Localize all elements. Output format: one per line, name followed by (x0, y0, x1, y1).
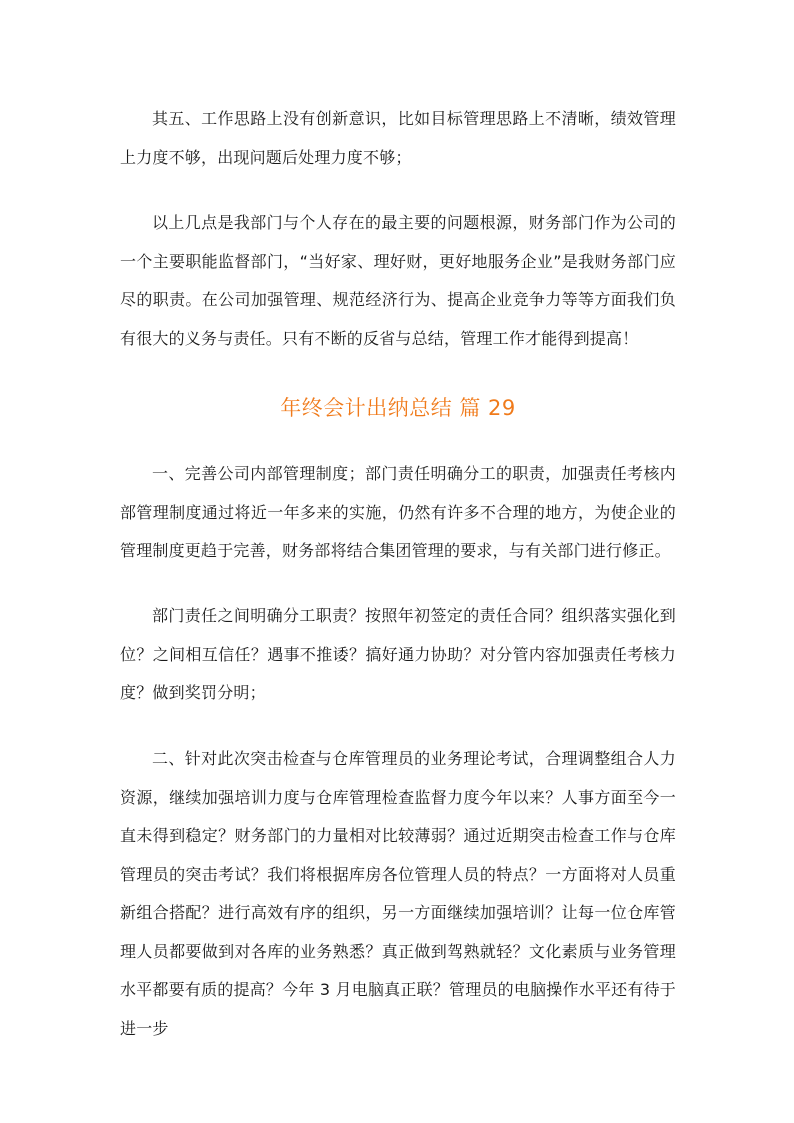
paragraph-responsibility: 部门责任之间明确分工职责？按照年初签定的责任合同？组织落实强化到位？之间相互信任？遇事不推诿？搞好通力协助？对分管内容加强责任考核力度？做到奖罚分明； (120, 606, 676, 702)
paragraph-item-two: 二、针对此次突击检查与仓库管理员的业务理论考试，合理调整组合人力资源，继续加强培训力度与仓库管理检查监督力度今年以来？人事方面至今一直未得到稳定？财务部门的力量相对比较薄弱？通过近期突击检查工作与仓库管理员的突击考试？我们将根据库房各位管理人员的特点？一方面将对人员重新组合搭配？进行高效有序的组织，另一方面继续加强培训？让每一位仓库管理人员都要做到对各库的业务熟悉？真正做到驾熟就轻？文化素质与业务管理水平都要有质的提高？今年 3 月电脑真正联？管理员的电脑操作水平还有待于进一步 (120, 749, 676, 1038)
section-heading: 年终会计出纳总结 篇 29 (280, 396, 516, 420)
paragraph-summary: 以上几点是我部门与个人存在的最主要的问题根源，财务部门作为公司的一个主要职能监督部门，“当好家、理好财，更好地服务企业”是我财务部门应尽的职责。在公司加强管理、规范经济行为、提高企业竞争力等等方面我们负有很大的义务与责任。只有不断的反省与总结，管理工作才能得到提高！ (120, 213, 676, 348)
paragraph-item-one: 一、完善公司内部管理制度；部门责任明确分工的职责，加强责任考核内部管理制度通过将近一年多来的实施，仍然有许多不合理的地方，为使企业的管理制度更趋于完善，财务部将结合集团管理的要求，与有关部门进行修正。 (120, 464, 676, 560)
paragraph-point-five: 其五、工作思路上没有创新意识，比如目标管理思路上不清晰，绩效管理上力度不够，出现问题后处理力度不够； (120, 109, 676, 167)
